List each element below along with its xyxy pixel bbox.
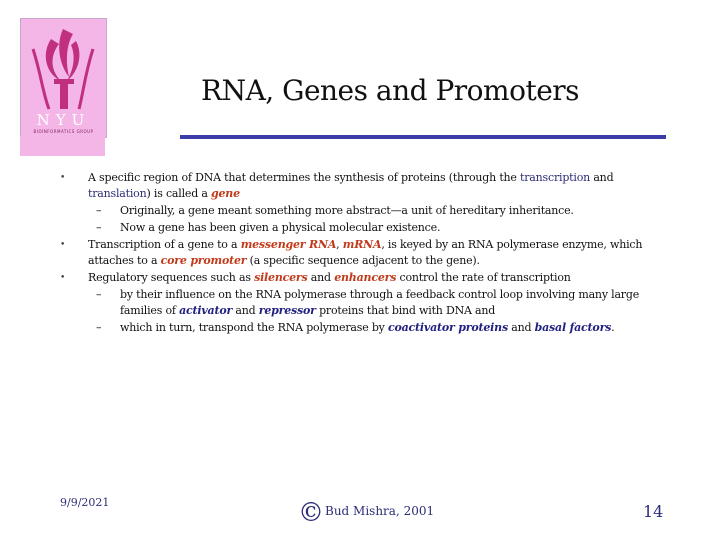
key-term: transcription [520, 171, 591, 184]
logo-text: NYU [36, 111, 91, 129]
text-run: Transcription of a gene to a [88, 238, 241, 251]
key-term: mRNA [342, 238, 382, 251]
sub-bullet-item [58, 203, 658, 219]
text-run: and [307, 271, 335, 284]
text-run: A specific region of DNA that determines the synthesis of proteins (through the [88, 171, 521, 184]
bullet-dot-icon: • [60, 240, 66, 250]
copyright-icon: © [298, 498, 324, 528]
text-run: , is keyed by an RNA polymerase enzyme, which attaches to a [88, 238, 643, 267]
text-run: by their influence on the RNA polymerase through a feedback control loop involving many large families of [120, 288, 640, 317]
key-term: coactivator proteins [387, 321, 508, 334]
text-run: proteins that bind with DNA and [315, 304, 496, 317]
text-run: and [232, 304, 259, 317]
page-number: 14 [643, 502, 664, 521]
sub-bullet-item [58, 320, 658, 336]
dash-bullet-icon: – [96, 321, 102, 334]
sub-bullet-item [58, 287, 658, 319]
key-term: core promoter [160, 254, 247, 267]
slide-body [58, 170, 658, 337]
text-run: which in turn, transpond the RNA polymerase by [120, 321, 388, 334]
key-term: basal factors [534, 321, 612, 334]
text-run: . [611, 321, 615, 334]
dash-bullet-icon: – [96, 288, 102, 301]
text-run: and [507, 321, 535, 334]
bullet-item [58, 237, 658, 269]
key-term: repressor [258, 304, 316, 317]
logo-bar [20, 136, 105, 156]
key-term: gene [211, 187, 240, 200]
logo-subtext: BIOINFORMATICS GROUP [33, 129, 94, 134]
key-term: translation [88, 187, 147, 200]
text-run: Regulatory sequences such as [88, 271, 255, 284]
dash-bullet-icon: – [96, 221, 102, 234]
bullet-dot-icon: • [60, 273, 66, 283]
slide-title: RNA, Genes and Promoters [200, 74, 580, 107]
key-term: activator [179, 304, 233, 317]
text-run: (a specific sequence adjacent to the gene). [246, 254, 480, 267]
text-run: , [336, 238, 343, 251]
dash-bullet-icon: – [96, 204, 102, 217]
footer-copyright [298, 498, 434, 528]
key-term: silencers [254, 271, 308, 284]
text-run: Now a gene has been given a physical molecular existence. [120, 221, 441, 234]
title-rule [180, 135, 666, 139]
key-term: enhancers [334, 271, 397, 284]
key-term: messenger RNA [240, 238, 337, 251]
text-run: ) is called a [146, 187, 212, 200]
nyu-logo [20, 18, 107, 138]
text-run: Originally, a gene meant something more abstract—a unit of hereditary inheritance. [120, 204, 574, 217]
footer-date: 9/9/2021 [60, 496, 110, 509]
bullet-dot-icon: • [60, 173, 66, 183]
sub-bullet-item [58, 220, 658, 236]
text-run: control the rate of transcription [396, 271, 571, 284]
bullet-item [58, 170, 658, 202]
footer-author: Bud Mishra, 2001 [325, 504, 435, 518]
text-run: and [590, 171, 614, 184]
bullet-item [58, 270, 658, 286]
